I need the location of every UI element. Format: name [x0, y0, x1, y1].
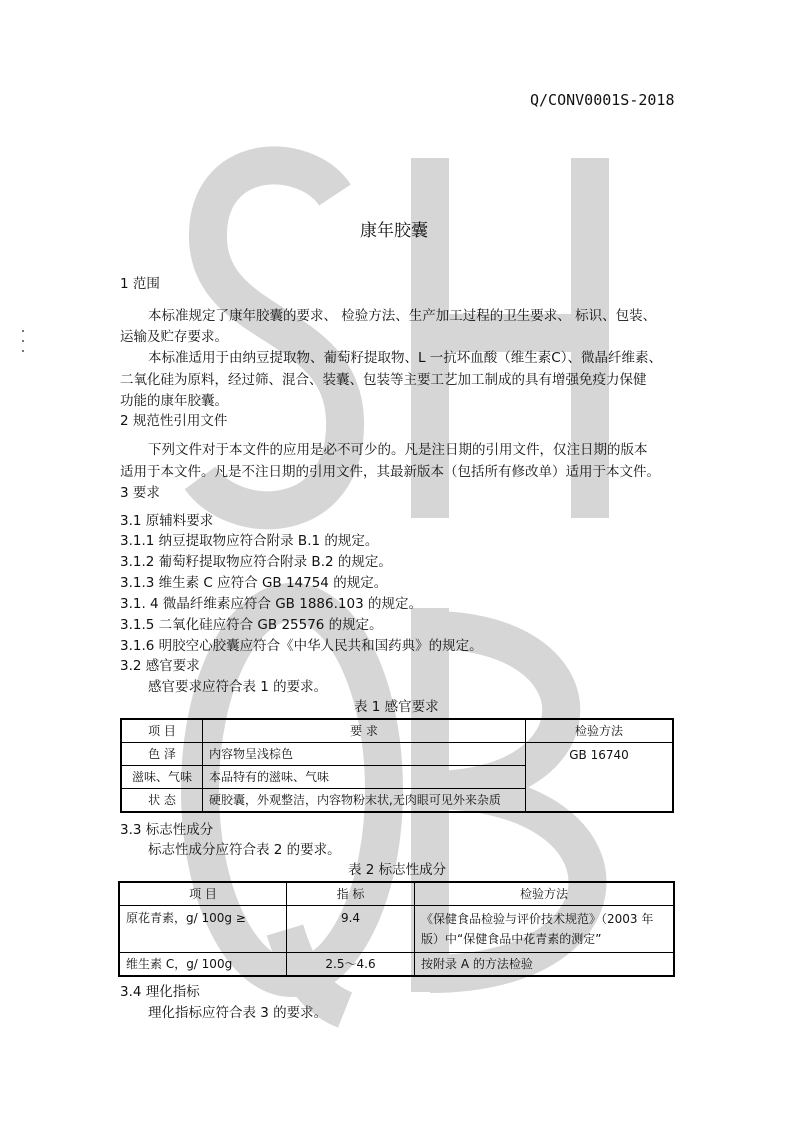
table-cell: 原花青素，g/ 100g ≥	[119, 906, 287, 953]
marker-component-table	[118, 881, 675, 977]
paragraph-line: 本标准规定了康年胶囊的要求、 检验方法、生产加工过程的卫生要求、 标识、包装、	[148, 308, 657, 324]
table-cell-method: GB 16740	[526, 743, 674, 813]
clause-line: 3.1.5 二氧化硅应符合 GB 25576 的规定。	[120, 617, 383, 633]
table-cell: 色 泽	[121, 743, 203, 766]
paragraph-line: 标志性成分应符合表 2 的要求。	[148, 842, 341, 858]
paragraph-line: 功能的康年胶囊。	[120, 393, 228, 409]
table-cell: 9.4	[287, 906, 415, 953]
table-header: 项 目	[121, 719, 203, 743]
paragraph-line: 本标准适用于由纳豆提取物、葡萄籽提取物、L 一抗坏血酸（维生素C）、微晶纤维素、	[148, 350, 662, 366]
subsection-heading: 3.3 标志性成分	[120, 822, 214, 838]
doc-title: 康年胶囊	[360, 221, 428, 241]
clause-line: 3.1.1 纳豆提取物应符合附录 B.1 的规定。	[120, 533, 379, 549]
table-cell: 《保健食品检验与评价技术规范》（2003 年版）中“保健食品中花青素的测定”	[415, 906, 675, 953]
table-header: 检验方法	[526, 719, 674, 743]
table-header: 项 目	[119, 882, 287, 906]
section-heading: 3 要求	[120, 485, 160, 501]
clause-line: 3.1.6 明胶空心胶囊应符合《中华人民共和国药典》的规定。	[120, 638, 483, 654]
table-caption: 表 2 标志性成分	[348, 862, 447, 878]
table-header: 指 标	[287, 882, 415, 906]
sensory-table	[120, 718, 674, 813]
paragraph-line: 适用于本文件。凡是不注日期的引用文件，其最新版本（包括所有修改单）适用于本文件。	[120, 464, 660, 480]
standard-code: Q/CONV0001S-2018	[530, 91, 675, 109]
paragraph-line: 运输及贮存要求。	[120, 329, 228, 345]
table-cell: 按附录 A 的方法检验	[415, 953, 675, 977]
clause-line: 3.1.3 维生素 C 应符合 GB 14754 的规定。	[120, 575, 388, 591]
table-cell: 状 态	[121, 789, 203, 813]
section-heading: 1 范围	[120, 276, 160, 292]
table-cell: 滋味、气味	[121, 766, 203, 789]
paragraph-line: 感官要求应符合表 1 的要求。	[148, 679, 328, 695]
clause-line: 3.1. 4 微晶纤维素应符合 GB 1886.103 的规定。	[120, 596, 422, 612]
paragraph-line: 二氧化硅为原料，经过筛、混合、装囊、包装等主要工艺加工制成的具有增强免疫力保健	[120, 372, 647, 388]
paragraph-line: 理化指标应符合表 3 的要求。	[148, 1005, 328, 1021]
table-header: 要 求	[203, 719, 526, 743]
subsection-heading: 3.1 原辅料要求	[120, 513, 214, 529]
clause-line: 3.1.2 葡萄籽提取物应符合附录 B.2 的规定。	[120, 554, 392, 570]
table-caption: 表 1 感官要求	[354, 699, 439, 715]
margin-mark	[22, 322, 28, 360]
table-cell: 硬胶囊，外观整洁，内容物粉末状,无肉眼可见外来杂质	[203, 789, 526, 813]
paragraph-line: 下列文件对于本文件的应用是必不可少的。凡是注日期的引用文件，仅注日期的版本	[148, 442, 648, 458]
table-header: 检验方法	[415, 882, 675, 906]
subsection-heading: 3.4 理化指标	[120, 984, 200, 1000]
section-heading: 2 规范性引用文件	[120, 413, 228, 429]
table-cell: 本品特有的滋味、气味	[203, 766, 526, 789]
table-cell: 维生素 C，g/ 100g	[119, 953, 287, 977]
table-cell: 2.5～4.6	[287, 953, 415, 977]
subsection-heading: 3.2 感官要求	[120, 658, 200, 674]
table-cell: 内容物呈浅棕色	[203, 743, 526, 766]
